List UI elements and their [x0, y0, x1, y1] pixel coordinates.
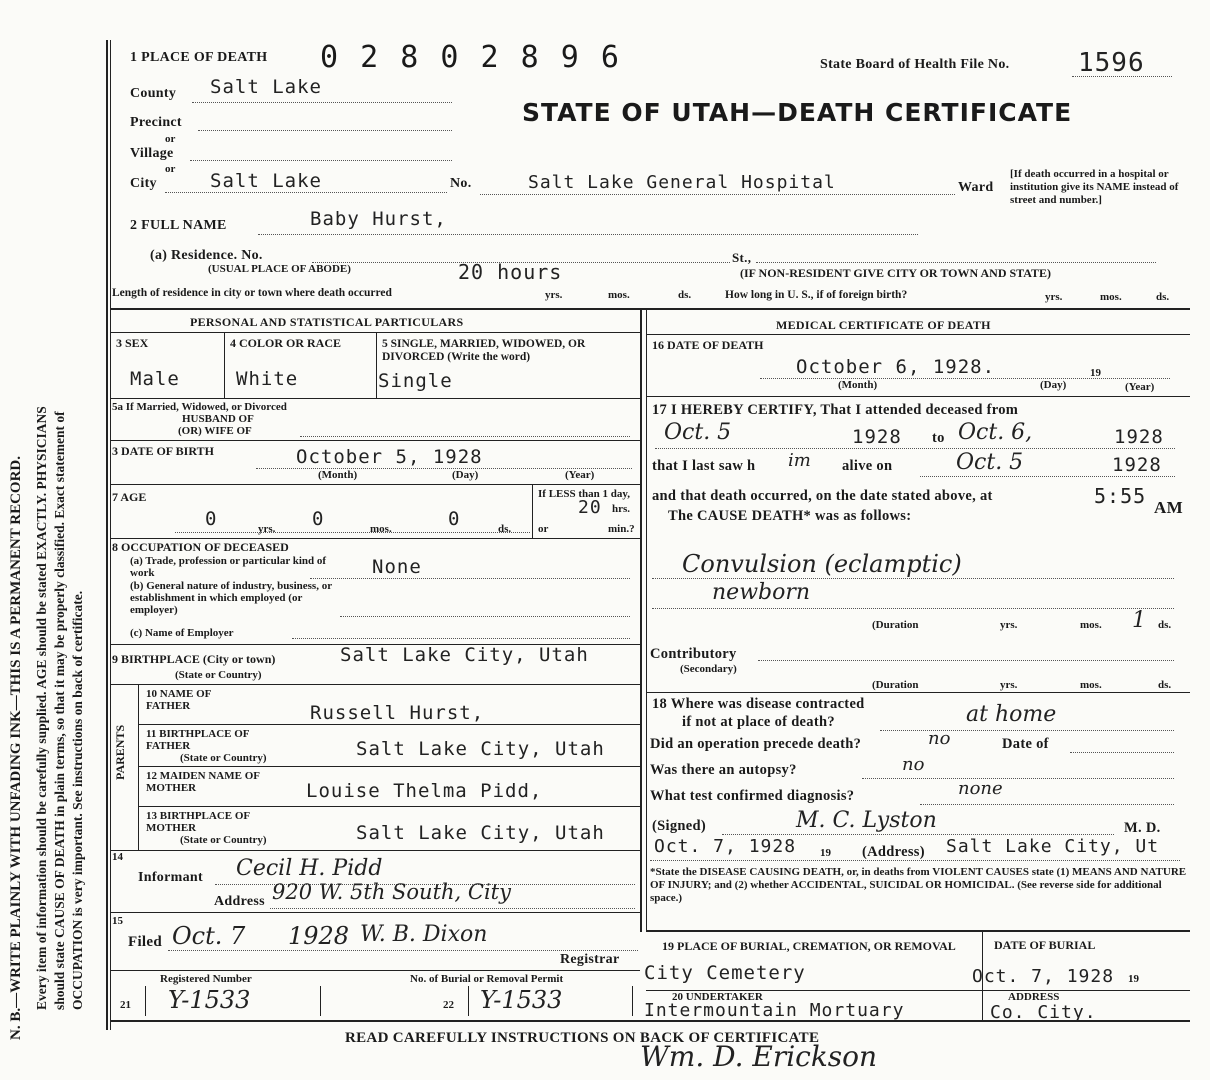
no-label: No.	[450, 176, 472, 191]
duration2-ds: ds.	[1158, 679, 1172, 691]
informant-address-label: Address	[214, 894, 265, 909]
undertaker-address-value: Co. City.	[990, 1002, 1097, 1023]
age-hours: 20	[578, 497, 602, 518]
precinct-label: Precinct	[130, 115, 182, 130]
hospital-line	[480, 194, 955, 195]
birthplace-label: 9 BIRTHPLACE (City or town)	[112, 652, 276, 666]
undertaker-value: Intermountain Mortuary	[644, 1000, 905, 1021]
dod-month: (Month)	[838, 379, 878, 391]
occupation-value: None	[372, 556, 422, 578]
full-name-label: 2 FULL NAME	[130, 218, 227, 233]
test-label: What test confirmed diagnosis?	[650, 788, 855, 804]
date-of-label: Date of	[1002, 736, 1049, 752]
or-1: or	[165, 133, 176, 145]
row-rule-4	[110, 538, 640, 539]
alive-on-label: alive on	[842, 458, 893, 474]
file-number-label: State Board of Health File No.	[820, 57, 1010, 72]
color-marital-divider	[376, 333, 377, 399]
burial-place-label: 19 PLACE OF BURIAL, CREMATION, OR REMOVAL	[662, 939, 956, 953]
sex-value: Male	[130, 368, 180, 390]
burial-date-label: DATE OF BURIAL	[994, 938, 1096, 952]
sex-color-divider	[224, 333, 225, 399]
where-line	[880, 730, 1174, 731]
mother-birthplace-value: Salt Lake City, Utah	[356, 822, 605, 844]
city-line	[165, 192, 447, 193]
duration-label: (Duration	[872, 619, 919, 631]
autopsy-label: Was there an autopsy?	[650, 762, 797, 778]
village-line	[190, 160, 452, 161]
parents-label: PARENTS	[113, 724, 127, 780]
where-contracted-label-2: if not at place of death?	[682, 714, 835, 730]
death-time-label: and that death occurred, on the date stated above, at	[652, 488, 993, 504]
medical-heading: MEDICAL CERTIFICATE OF DEATH	[776, 318, 991, 332]
left-border-inner	[110, 40, 111, 1030]
permit-label: No. of Burial or Removal Permit	[410, 973, 564, 985]
permit-box-right	[632, 986, 633, 1016]
last-saw-label: that I last saw h	[652, 458, 756, 474]
cause-line-1: Convulsion (eclamptic)	[682, 550, 962, 578]
date-of-line	[1070, 752, 1174, 753]
occupation-c: (c) Name of Employer	[130, 627, 234, 639]
physician-address: Salt Lake City, Ut	[946, 836, 1160, 857]
us-ds: ds.	[1156, 291, 1170, 303]
test-value: none	[958, 778, 1003, 799]
full-name-value: Baby Hurst,	[310, 208, 447, 230]
row-rule-3	[110, 484, 640, 485]
occupation-a: (a) Trade, profession or particular kind of work	[130, 555, 327, 579]
burial-yr19: 19	[1128, 973, 1139, 985]
age-yrs-unit: yrs.	[258, 523, 276, 535]
duration-mos: mos.	[1080, 619, 1102, 631]
marital-label: 5 SINGLE, MARRIED, WIDOWED, OR DIVORCED (Write the word)	[382, 338, 586, 363]
certify-label: 17 I HEREBY CERTIFY, That I attended deceased from	[652, 402, 1019, 418]
age-days: 0	[448, 508, 461, 530]
autopsy-value: no	[902, 754, 925, 775]
center-divider	[640, 308, 642, 932]
attended-from-year: 1928	[852, 426, 902, 448]
medical-bottom-rule	[646, 930, 1190, 932]
age-years: 0	[205, 508, 218, 530]
residence-label: (a) Residence. No.	[150, 248, 263, 263]
date-of-death-value: October 6, 1928.	[796, 356, 996, 378]
contributory-line	[758, 660, 1174, 661]
medical-heading-rule	[646, 334, 1190, 335]
age-hrs-unit: hrs.	[612, 503, 631, 515]
duration-ds: ds.	[1158, 619, 1172, 631]
filed-date: Oct. 7	[172, 922, 246, 950]
dod-yr19: 19	[1090, 367, 1101, 379]
occupation-label: 8 OCCUPATION OF DECEASED	[112, 540, 289, 554]
test-line	[920, 804, 1174, 805]
footer-signature: Wm. D. Erickson	[640, 1040, 878, 1073]
village-label: Village	[130, 146, 174, 161]
filed-line	[168, 950, 638, 951]
row-rule-1	[110, 398, 640, 399]
where-contracted-label: 18 Where was disease contracted	[652, 696, 865, 712]
age-label: 7 AGE	[112, 490, 147, 504]
city-label: City	[130, 176, 157, 191]
permit-prefix: 22	[443, 999, 454, 1011]
mother-birthplace-label: 13 BIRTHPLACE OF MOTHER	[146, 810, 250, 834]
medical-rule-2	[646, 692, 1190, 693]
cause-line-2-rule	[652, 608, 1174, 609]
signed-date: Oct. 7, 1928	[654, 836, 797, 857]
father-rule	[138, 724, 640, 725]
nonresident-note: (IF NON-RESIDENT GIVE CITY OR TOWN AND STATE)	[740, 266, 1052, 280]
side-note-3: should state CAUSE OF DEATH in plain terms, so that it may be properly classified. Exact statement of	[52, 411, 67, 1010]
dob-value: October 5, 1928	[296, 446, 483, 468]
father-value: Russell Hurst,	[310, 702, 485, 724]
operation-label: Did an operation precede death?	[650, 736, 862, 752]
attended-to: Oct. 6,	[958, 420, 1033, 445]
sex-label: 3 SEX	[116, 336, 149, 350]
city-value: Salt Lake	[210, 170, 322, 192]
age-ds-unit: ds.	[498, 523, 512, 535]
informant-num: 14	[112, 851, 123, 863]
certificate-title: STATE OF UTAH—DEATH CERTIFICATE	[522, 98, 1073, 127]
cause-line-2: newborn	[712, 580, 811, 605]
occupation-b: (b) General nature of industry, business, or establishment in which employed (or employer)	[130, 580, 332, 616]
dod-line	[760, 378, 1170, 379]
industry-line	[340, 616, 630, 617]
file-number: 1596	[1078, 48, 1145, 78]
duration2-label: (Duration	[872, 679, 919, 691]
address-line	[650, 860, 1180, 861]
dob-day: (Day)	[452, 469, 479, 481]
street-line	[756, 262, 1156, 263]
file-number-line	[1072, 76, 1172, 77]
dod-day: (Day)	[1040, 379, 1067, 391]
mother-birthplace-sub: (State or Country)	[180, 834, 267, 846]
county-line	[192, 102, 452, 103]
county-label: County	[130, 86, 177, 101]
address-label: (Address)	[862, 844, 925, 860]
duration-value: 1	[1132, 608, 1146, 633]
dob-year: (Year)	[565, 469, 595, 481]
registered-number: Y-1533	[168, 986, 251, 1014]
reg-num-box-right	[320, 986, 321, 1016]
signed-yr19: 19	[820, 847, 831, 859]
filed-num: 15	[112, 915, 123, 927]
side-note-2: Every item of information should be carefully supplied. AGE should be stated EXACTLY. PHYSICIANS	[34, 406, 49, 1010]
attended-line	[655, 448, 1175, 449]
registrar-label: Registrar	[560, 952, 620, 967]
age-line	[175, 532, 530, 533]
medical-rule-1	[646, 396, 1190, 397]
place-of-death-label: 1 PLACE OF DEATH	[130, 50, 268, 65]
birthplace-value: Salt Lake City, Utah	[340, 644, 589, 666]
or-2: or	[165, 163, 176, 175]
footer-instructions: READ CAREFULLY INSTRUCTIONS ON BACK OF CERTIFICATE	[345, 1030, 820, 1046]
signed-line	[722, 834, 1114, 835]
cause-note: *State the DISEASE CAUSING DEATH, or, in deaths from VIOLENT CAUSES state (1) MEANS AND NATURE OF INJURY; and (2) whether ACCIDENTAL, SUICIDAL OR HOMICIDAL. (See reverse side for additional space.)	[650, 866, 1187, 904]
registered-number-label: Registered Number	[160, 973, 252, 985]
full-name-line	[258, 234, 918, 235]
dob-month: (Month)	[318, 469, 358, 481]
residence-line	[312, 262, 730, 263]
father-bp-rule	[138, 766, 640, 767]
personal-heading-rule	[110, 332, 640, 333]
permit-number: Y-1533	[480, 986, 563, 1014]
age-or: or	[538, 523, 549, 535]
birthplace-sub: (State or Country)	[175, 669, 262, 681]
operation-value: no	[928, 728, 951, 749]
side-note-1: N. B.—WRITE PLAINLY WITH UNFADING INK—THIS IS A PERMANENT RECORD.	[8, 456, 24, 1040]
date-of-death-label: 16 DATE OF DEATH	[652, 338, 764, 352]
st-label: St.,	[732, 250, 752, 265]
parents-divider	[138, 684, 139, 850]
spouse-husband: HUSBAND OF	[182, 413, 254, 425]
length-ds: ds.	[678, 289, 692, 301]
last-saw-him: im	[788, 450, 811, 471]
duration-yrs: yrs.	[1000, 619, 1018, 631]
ward-label: Ward	[958, 180, 994, 195]
precinct-line	[198, 130, 452, 131]
spouse-label: 5a If Married, Widowed, or Divorced	[112, 401, 287, 413]
mother-rule	[138, 806, 640, 807]
attended-to-label: to	[932, 430, 945, 446]
employer-line	[292, 638, 630, 639]
county-value: Salt Lake	[210, 76, 322, 98]
filed-label: Filed	[128, 934, 162, 950]
parents-bottom-rule	[110, 850, 640, 851]
filed-rule	[110, 970, 640, 971]
cause-label: The CAUSE DEATH* was as follows:	[668, 508, 912, 524]
color-value: White	[236, 368, 299, 390]
autopsy-line	[862, 778, 1174, 779]
father-birthplace-sub: (State or Country)	[180, 752, 267, 764]
reg-num-box-left	[145, 986, 146, 1016]
ward-note: [If death occurred in a hospital or institution give its NAME instead of street and number.]	[1010, 168, 1179, 206]
md-label: M. D.	[1124, 820, 1161, 836]
filed-year: 1928	[288, 922, 350, 950]
length-yrs: yrs.	[545, 289, 563, 301]
father-birthplace-label: 11 BIRTHPLACE OF FATHER	[146, 728, 250, 752]
us-residence-label: How long in U. S., if of foreign birth?	[725, 289, 908, 301]
reg-num-prefix: 21	[120, 999, 131, 1011]
residence-value: 20 hours	[458, 260, 563, 284]
age-divider	[532, 484, 533, 538]
length-mos: mos.	[608, 289, 630, 301]
us-mos: mos.	[1100, 291, 1122, 303]
occupation-line	[310, 578, 630, 579]
cause-line-1-rule	[652, 578, 1174, 579]
contributory-sub: (Secondary)	[680, 663, 737, 675]
informant-address-value: 920 W. 5th South, City	[272, 880, 511, 904]
length-residence-label: Length of residence in city or town where death occurred	[112, 287, 392, 299]
permit-box-left	[468, 986, 469, 1016]
death-time-value: 5:55	[1094, 484, 1147, 508]
informant-rule	[110, 912, 640, 913]
personal-heading: PERSONAL AND STATISTICAL PARTICULARS	[190, 315, 464, 329]
informant-label: Informant	[138, 870, 203, 885]
dob-label: 3 DATE OF BIRTH	[112, 444, 214, 458]
less-than-day-label: If LESS than 1 day,	[538, 488, 631, 500]
age-mos-unit: mos.	[370, 523, 392, 535]
hospital-value: Salt Lake General Hospital	[528, 172, 836, 193]
last-saw-date: Oct. 5	[956, 450, 1024, 475]
physician-signature: M. C. Lyston	[796, 808, 937, 833]
where-contracted-value: at home	[966, 702, 1057, 727]
left-border	[106, 40, 108, 1030]
death-time-ampm: AM	[1154, 498, 1183, 517]
contributory-label: Contributory	[650, 646, 737, 662]
center-divider-2	[646, 308, 647, 932]
father-birthplace-value: Salt Lake City, Utah	[356, 738, 605, 760]
informant-value: Cecil H. Pidd	[236, 856, 383, 881]
side-note-4: OCCUPATION is very important. See instructions on back of certificate.	[70, 590, 85, 1010]
row-rule-2	[110, 440, 640, 441]
undertaker-address-label: ADDRESS	[1008, 991, 1060, 1003]
spouse-line	[300, 436, 630, 437]
registrar-signature: W. B. Dixon	[360, 922, 488, 947]
last-saw-line	[920, 476, 1175, 477]
attended-from: Oct. 5	[664, 420, 732, 445]
section-top-rule	[110, 308, 1190, 310]
residence-sublabel: (USUAL PLACE OF ABODE)	[208, 263, 351, 275]
duration2-yrs: yrs.	[1000, 679, 1018, 691]
signed-label: (Signed)	[652, 818, 706, 834]
duration2-mos: mos.	[1080, 679, 1102, 691]
father-label: 10 NAME OF FATHER	[146, 688, 211, 712]
us-yrs: yrs.	[1045, 291, 1063, 303]
dod-year: (Year)	[1125, 381, 1155, 393]
marital-value: Single	[378, 370, 453, 392]
serial-number: 0 2 8 0 2 8 9 6	[320, 40, 621, 75]
age-min-unit: min.?	[608, 523, 635, 535]
undertaker-label: 20 UNDERTAKER	[672, 991, 763, 1003]
mother-label: 12 MAIDEN NAME OF MOTHER	[146, 770, 260, 794]
spouse-wife: (OR) WIFE OF	[178, 425, 252, 437]
attended-to-year: 1928	[1114, 426, 1164, 448]
last-saw-year: 1928	[1112, 454, 1162, 476]
row-rule-6	[110, 684, 640, 685]
mother-value: Louise Thelma Pidd,	[306, 780, 543, 802]
color-label: 4 COLOR OR RACE	[230, 336, 342, 350]
informant-address-line	[270, 908, 635, 909]
age-months: 0	[312, 508, 325, 530]
burial-date-value: Oct. 7, 1928	[972, 966, 1115, 987]
burial-place-value: City Cemetery	[644, 962, 806, 984]
